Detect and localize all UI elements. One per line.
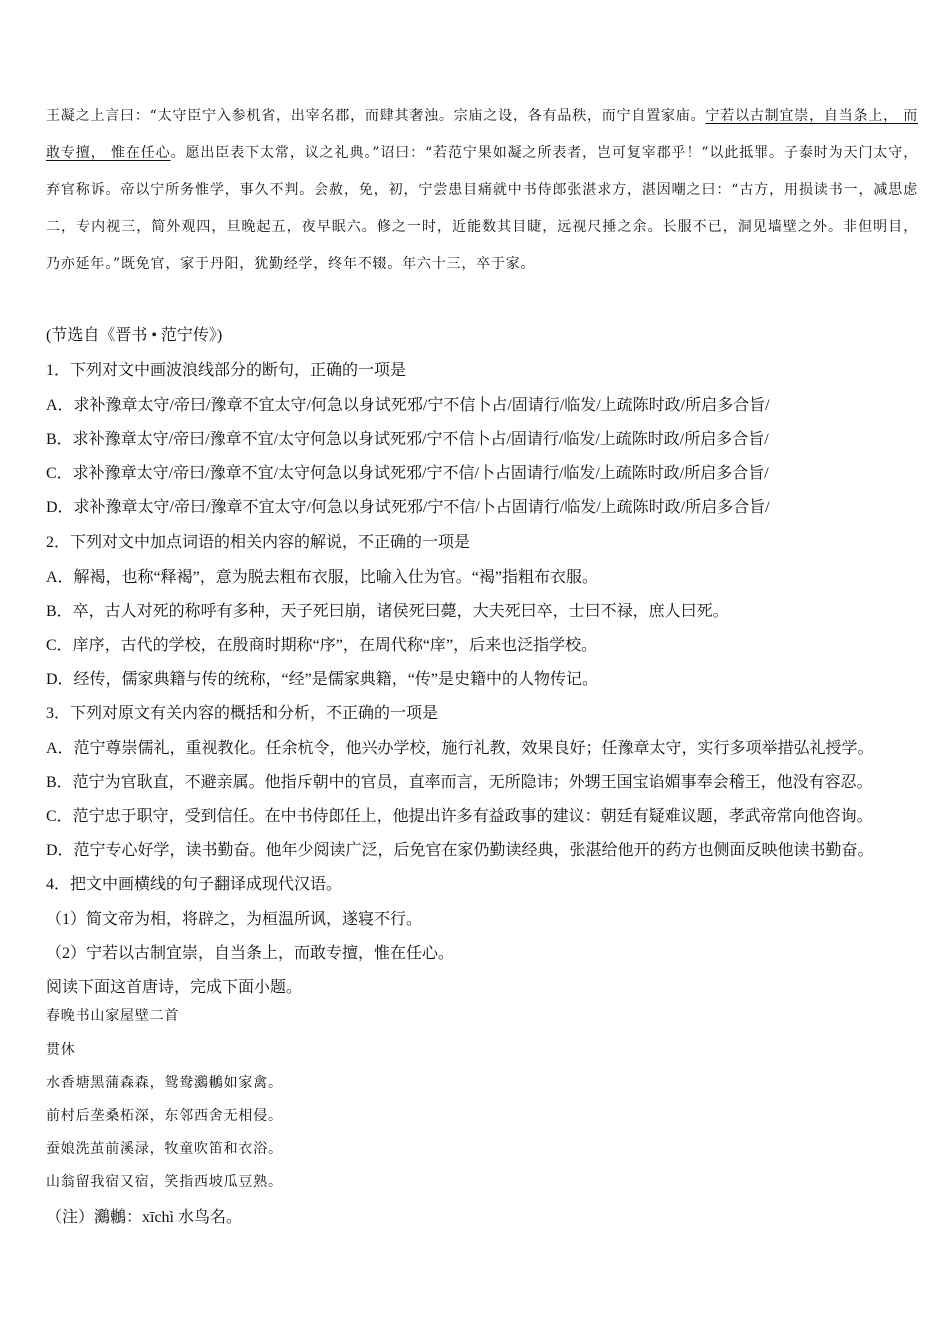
question-4-item-2: （2）宁若以古制宜崇，自当条上，而敢专擅，惟在任心。 — [46, 945, 455, 962]
question-4-item-1: （1）简文帝为相，将辟之，为桓温所讽，遂寝不行。 — [46, 911, 423, 928]
question-2-option-d: D．经传，儒家典籍与传的统称，“经”是儒家典籍，“传”是史籍中的人物传记。 — [46, 671, 598, 688]
question-4-stem: 4．把文中画横线的句子翻译成现代汉语。 — [46, 876, 343, 893]
question-3-stem: 3．下列对原文有关内容的概括和分析，不正确的一项是 — [46, 705, 439, 722]
question-1-option-a: A．求补豫章太守/帝曰/豫章不宜太守/何急以身试死邪/宁不信卜占/固请行/临发/上疏陈时政/所启多合旨/ — [46, 397, 770, 414]
poem-line-4: 山翁留我宿又宿，笑指西坡瓜豆熟。 — [46, 1174, 283, 1190]
poem-intro: 阅读下面这首唐诗，完成下面小题。 — [46, 979, 303, 996]
poem-line-3: 蚕娘洗茧前溪渌，牧童吹笛和衣浴。 — [46, 1141, 283, 1157]
question-1-option-d: D．求补豫章太守/帝曰/豫章不宜太守/何急以身试死邪/宁不信/卜占固请行/临发/上疏陈时政/所启多合旨/ — [46, 499, 770, 516]
question-3-option-d: D．范宁专心好学，读书勤奋。他年少阅读广泛，后免官在家仍勤读经典，张湛给他开的药方也侧面反映他读书勤奋。 — [46, 842, 874, 859]
question-3-option-a: A．范宁尊崇儒礼，重视教化。任余杭令，他兴办学校，施行礼教，效果良好；任豫章太守，实行多项举措弘礼授学。 — [46, 740, 874, 757]
question-2-option-a: A．解褐，也称“释褐”，意为脱去粗布衣服，比喻入仕为官。“褐”指粗布衣服。 — [46, 569, 598, 586]
poem-note: （注）鸂鶒：xīchì 水鸟名。 — [46, 1209, 242, 1226]
passage-part-2: 。愿出臣表下太常，议之礼典。”诏曰：“若范宁果如凝之所表者，岂可复宰郡乎！”以此抵罪。子泰时为天门太守，弃官称诉。帝以宁所务惟学，事久不判。会赦，免，初，宁尝患目痛就中书侍郎张湛求方，湛因嘲之曰：“古方，用损读书一，减思虑二，专内视三，简外观四，旦晚起五，夜早眠六。修之一时，近能数其目睫，远视尺捶之余。长服不已，洞见墙壁之外。非但明目，乃亦延年。”既免官，家于丹阳，犹勤经学，终年不辍。年六十三，卒于家。 — [46, 145, 918, 272]
poem-line-1: 水香塘黑蒲森森，鸳鸯鸂鶒如家禽。 — [46, 1075, 283, 1091]
poem-line-2: 前村后垄桑柘深，东邻西舍无相侵。 — [46, 1108, 283, 1124]
question-1-stem: 1．下列对文中画波浪线部分的断句，正确的一项是 — [46, 362, 407, 379]
poem-author: 贯休 — [46, 1042, 76, 1058]
question-2-option-c: C．庠序，古代的学校，在殷商时期称“序”，在周代称“庠”，后来也泛指学校。 — [46, 637, 598, 654]
question-2-option-b: B．卒，古人对死的称呼有多种，天子死曰崩，诸侯死曰薨，大夫死曰卒，士曰不禄，庶人曰死。 — [46, 603, 729, 620]
question-3-option-b: B．范宁为官耿直，不避亲属。他指斥朝中的官员，直率而言，无所隐讳；外甥王国宝谄媚事奉会稽王，他没有容忍。 — [46, 774, 873, 791]
question-3-option-c: C．范宁忠于职守，受到信任。在中书侍郎任上，他提出许多有益政事的建议：朝廷有疑难议题，孝武帝常向他咨询。 — [46, 808, 873, 825]
underlined-sentence: 宁若以古制宜崇，自当条上， 而敢专擅， 惟在任心 — [46, 108, 918, 161]
question-1-option-c: C．求补豫章太守/帝曰/豫章不宜/太守何急以身试死邪/宁不信/卜占固请行/临发/上疏陈时政/所启多合旨/ — [46, 465, 769, 482]
source-citation: (节选自《晋书 • 范宁传》) — [46, 327, 223, 344]
question-1-option-b: B．求补豫章太守/帝曰/豫章不宜/太守何急以身试死邪/宁不信卜占/固请行/临发/上疏陈时政/所启多合旨/ — [46, 431, 769, 448]
passage-part-1: 王凝之上言曰：“太守臣宁入参机省，出宰名郡，而肆其奢浊。宗庙之设，各有品秩，而宁自置家庙。 — [46, 108, 706, 124]
question-2-stem: 2．下列对文中加点词语的相关内容的解说，不正确的一项是 — [46, 534, 471, 551]
poem-title: 春晚书山家屋壁二首 — [46, 1008, 180, 1024]
passage-text — [46, 98, 918, 283]
